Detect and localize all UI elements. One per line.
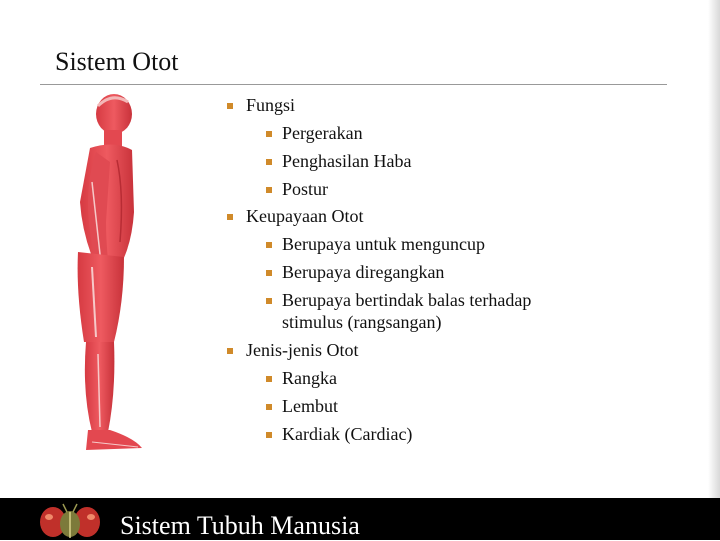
list-subitem: Pergerakan [282,123,363,143]
list-item: Jenis-jenis Otot [246,340,359,360]
bullet-marker [266,187,272,193]
list-item: Keupayaan Otot [246,206,364,226]
list-subitem: Rangka [282,368,337,388]
bullet-marker [266,298,272,304]
bullet-marker [266,242,272,248]
footer-title: Sistem Tubuh Manusia [120,511,360,540]
fly-logo-icon [35,500,105,540]
bullet-marker [227,103,233,109]
list-subitem: Kardiak (Cardiac) [282,424,413,444]
bullet-marker [266,376,272,382]
footer-bar [0,498,720,540]
bullet-marker [266,270,272,276]
bullet-marker [266,131,272,137]
list-subitem: Postur [282,179,329,199]
muscle-figure-illustration [62,92,162,457]
bullet-marker [266,159,272,165]
list-subitem-continuation: stimulus (rangsangan) [282,312,442,332]
list-subitem: Berupaya diregangkan [282,262,445,282]
right-edge-shade [708,0,720,500]
bullet-marker [227,214,233,220]
list-subitem: Berupaya bertindak balas terhadap [282,290,532,310]
slide-title: Sistem Otot [55,47,179,76]
list-subitem: Lembut [282,396,338,416]
list-subitem: Berupaya untuk menguncup [282,234,485,254]
list-subitem: Penghasilan Haba [282,151,412,171]
title-divider [40,84,667,85]
bullet-marker [266,432,272,438]
list-item: Fungsi [246,95,296,115]
bullet-marker [227,348,233,354]
bullet-marker [266,404,272,410]
